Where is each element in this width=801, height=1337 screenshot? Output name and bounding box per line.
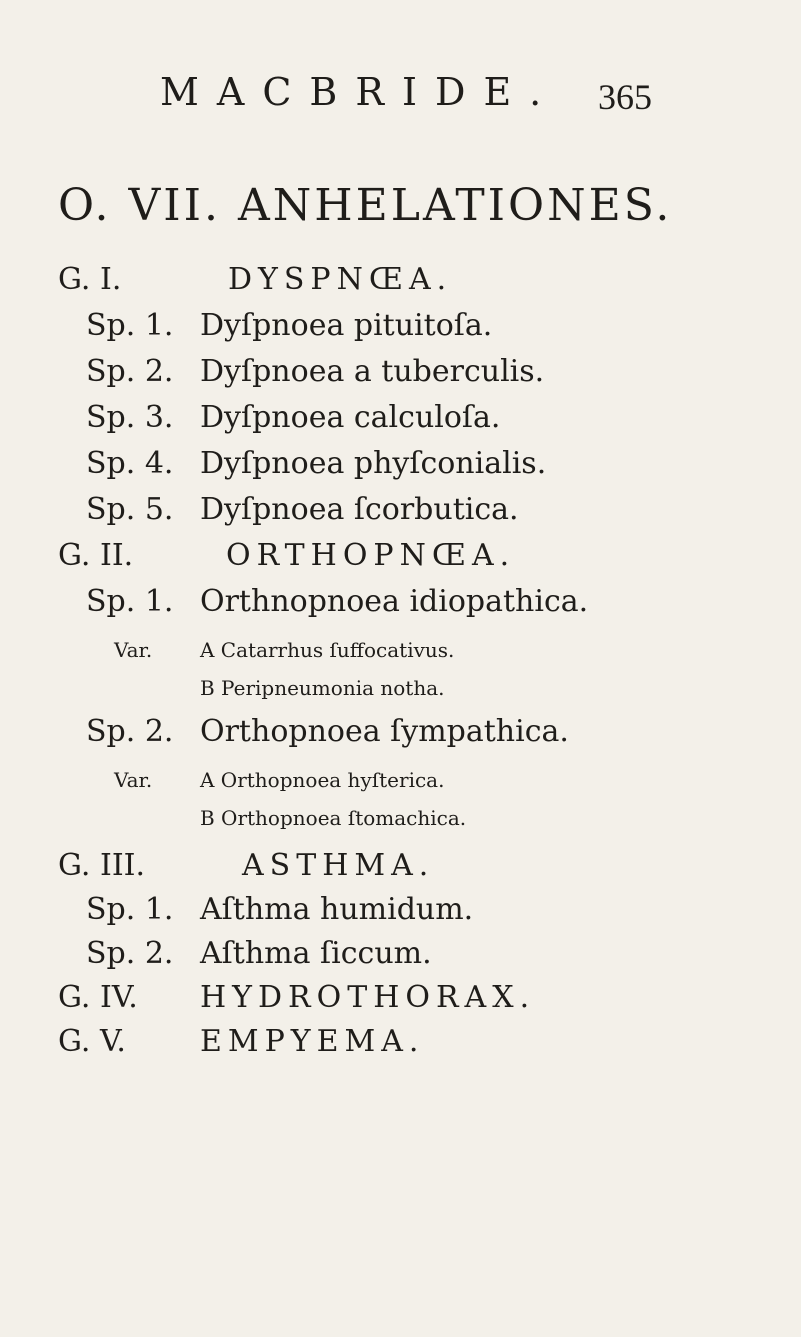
variety-item: A Catarrhus ſuffocativus. [200,638,455,662]
variety-item: B Orthopnoea ſtomachica. [200,806,467,830]
species-name: Orthnopnoea idiopathica. [200,584,589,619]
variety-item: B Peripneumonia notha. [200,676,445,700]
genus-label: G. V. [58,1024,126,1059]
order-title: O. VII. ANHELATIONES. [58,180,673,231]
species-label: Sp. 1. [86,584,174,619]
species-label: Sp. 5. [86,492,174,527]
species-name: Dyſpnoea a tuberculis. [200,354,545,389]
genus-label: G. IV. [58,980,138,1015]
species-label: Sp. 2. [86,354,174,389]
species-name: Dyſpnoea pituitoſa. [200,308,493,343]
species-label: Sp. 4. [86,446,174,481]
species-label: Sp. 2. [86,936,174,971]
variety-label: Var. [114,638,153,662]
species-name: Dyſpnoea calculoſa. [200,400,501,435]
species-name: Dyſpnoea phyſconialis. [200,446,547,481]
species-name: Aſthma ſiccum. [200,936,432,971]
genus-name: ASTHMA. [242,848,435,883]
species-name: Dyſpnoea ſcorbutica. [200,492,519,527]
genus-label: G. II. [58,538,134,573]
species-name: Aſthma humidum. [200,892,474,927]
genus-name: ORTHOPNŒA. [226,538,516,573]
variety-item: A Orthopnoea hyſterica. [200,768,445,792]
species-label: Sp. 1. [86,308,174,343]
genus-label: G. III. [58,848,146,883]
variety-label: Var. [114,768,153,792]
genus-name: DYSPNŒA. [228,262,453,297]
page-number: 365 [598,77,652,117]
genus-name: HYDROTHORAX. [200,980,536,1015]
species-label: Sp. 2. [86,714,174,749]
species-name: Orthopnoea ſympathica. [200,714,569,749]
species-label: Sp. 3. [86,400,174,435]
genus-label: G. I. [58,262,122,297]
species-label: Sp. 1. [86,892,174,927]
genus-name: EMPYEMA. [200,1024,425,1059]
running-head-author: MACBRIDE. [160,70,560,114]
